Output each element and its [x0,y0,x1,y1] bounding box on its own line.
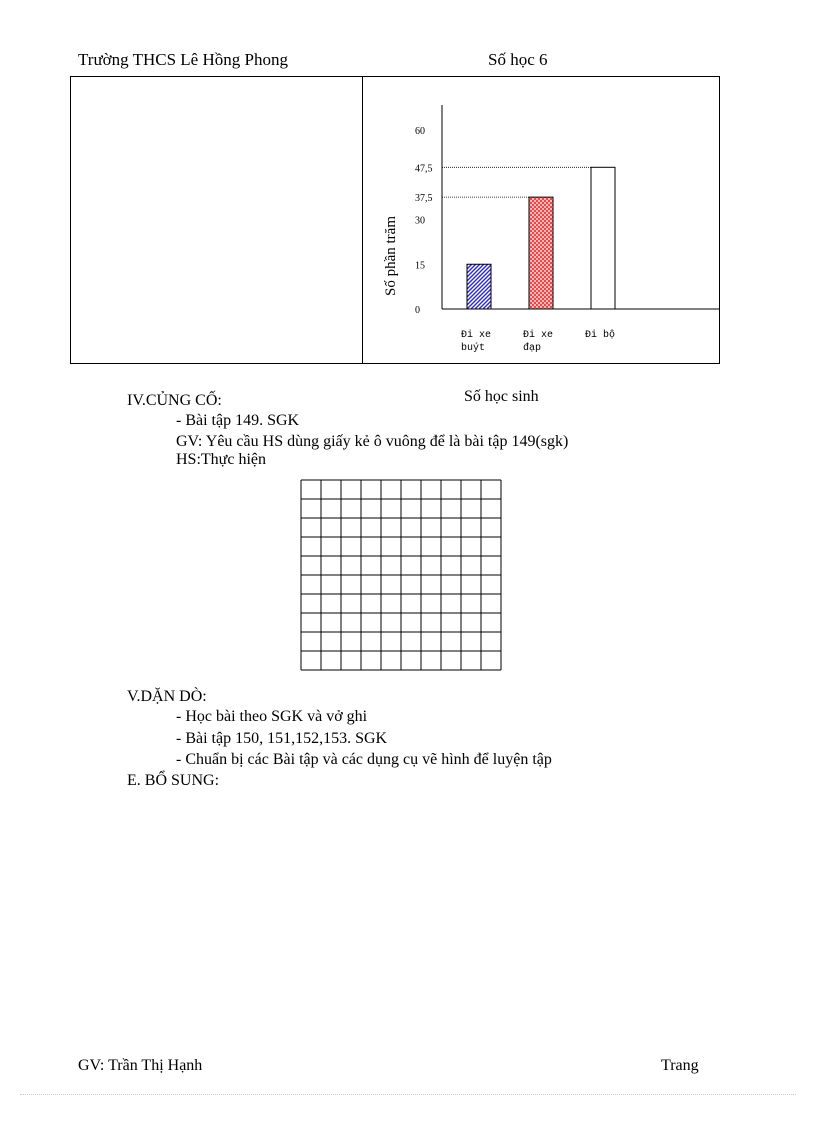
subject-name: Số học 6 [488,50,548,69]
section-cung-co-title: IV.CỦNG CỐ: [127,392,222,409]
category-label: Đi xe [461,330,492,341]
y-tick-label: 0 [415,305,420,316]
y-tick-label: 60 [415,126,425,137]
footer-rule [20,1094,796,1095]
y-tick-label: 47,5 [415,163,433,175]
x-axis-label: Số học sinh [464,388,539,405]
footer-teacher: GV: Trần Thị Hạnh [78,1057,203,1074]
cung-co-item-3: HS:Thực hiện [176,451,266,468]
y-tick-label: 37,5 [415,193,433,205]
bar-2 [529,197,553,309]
section-dan-do-title: V.DẶN DÒ: [127,688,207,705]
dan-do-item-2: - Bài tập 150, 151,152,153. SGK [176,730,388,747]
y-tick-label: 30 [415,215,425,227]
section-bo-sung-title: E. BỔ SUNG: [127,772,220,789]
grid-paper [300,479,504,671]
school-name: Trường THCS Lê Hồng Phong [78,50,288,69]
cung-co-item-1: - Bài tập 149. SGK [176,412,300,429]
bar-1 [467,264,491,309]
category-label-line2: đạp [523,343,542,354]
dan-do-item-1: - Học bài theo SGK và vở ghi [176,708,368,725]
category-label-line2: buýt [461,343,486,354]
category-label: Đi bộ [585,330,616,341]
y-axis-label: Số phần trăm [383,216,399,296]
footer-page: Trang [661,1057,699,1074]
y-tick-label: 15 [415,260,425,272]
dan-do-item-3: - Chuẩn bị các Bài tập và các dụng cụ vẽ hình để luyện tập [176,751,552,768]
bar-chart [363,77,719,363]
category-label: Đi xe [523,330,554,341]
bar-3 [591,167,615,309]
cung-co-item-2: GV: Yêu cầu HS dùng giấy kẻ ô vuông để là bài tập 149(sgk) [176,433,569,450]
